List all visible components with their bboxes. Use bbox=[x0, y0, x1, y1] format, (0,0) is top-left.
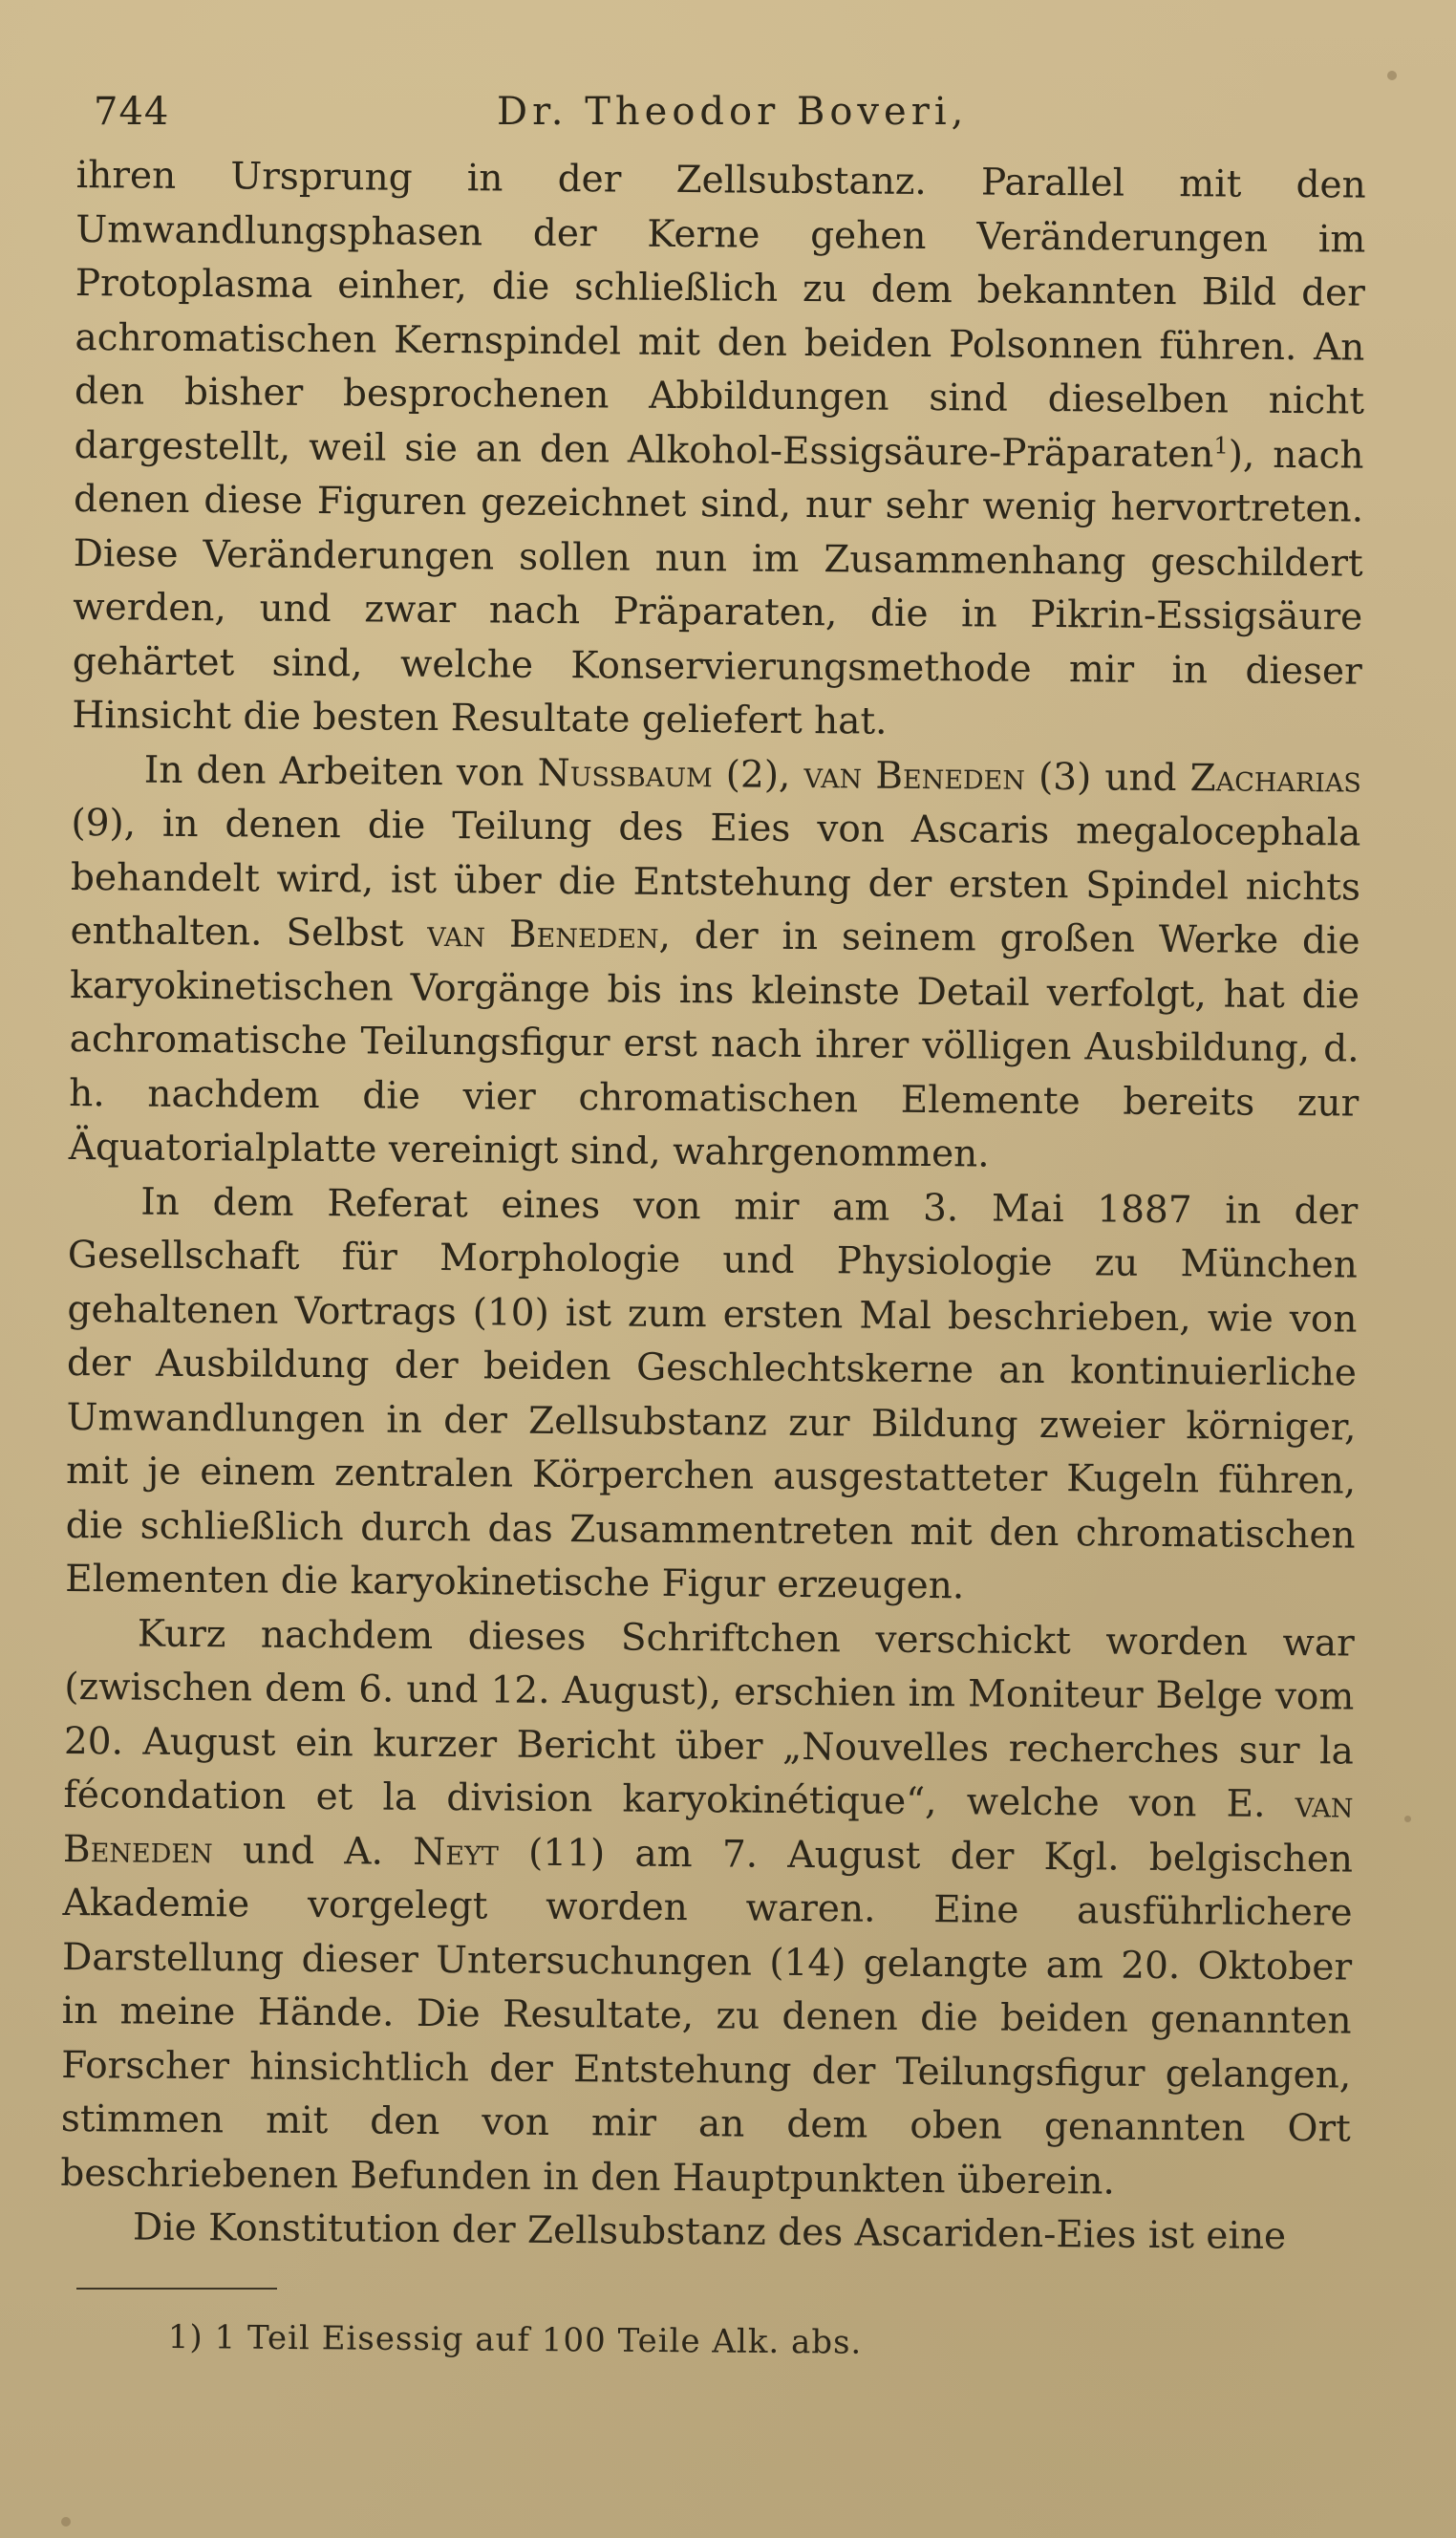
author-name: Zacharias bbox=[1189, 756, 1362, 802]
page-header bbox=[76, 82, 1366, 149]
footnote-rule bbox=[76, 2288, 277, 2290]
author-name: van Beneden bbox=[427, 912, 659, 957]
paragraph-3: In dem Referat eines von mir am 3. Mai 1887 in der Gesellschaft für Morphologie und Physiologie zu München gehaltenen Vortrags (10) ist zum ersten Mal beschrieben, wie von der Ausbildung der beiden Geschlechtskerne an kontinuierliche Umwandlungen in der Zellsubstanz zur Bildung zweier körniger, mit je einem zentralen Körperchen ausgestatteter Kugeln führen, die schließlich durch das Zusammentreten mit den chromatischen Elementen die karyokinetische Figur erzeugen. bbox=[65, 1180, 1359, 1608]
paper-speck bbox=[1387, 71, 1397, 80]
paragraph-1: ihren Ursprung in der Zellsubstanz. Parallel mit den Umwandlungsphasen der Kerne gehen Veränderungen im Protoplasma einher, die schließlich zu dem bekannten Bild der achromatischen Kernspindel mit den beiden Polsonnen führen. An den bisher besprochenen Abbildungen sind dieselben nicht dargestellt, weil sie an den Alkohol-Essigsäure-Präparaten$^1$), nach denen diese Figuren gezeichnet sind, nur sehr wenig hervortreten. Diese Veränderungen sollen nun im Zusammenhang geschildert werden, und zwar nach Präparaten, die in Pikrin-Essigsäure gehärtet sind, welche Konservierungsmethode mir in dieser Hinsicht die besten Resultate geliefert hat. bbox=[72, 153, 1366, 743]
book-page bbox=[60, 82, 1366, 2362]
paper-speck bbox=[1404, 1816, 1411, 1822]
body-text bbox=[60, 149, 1366, 2265]
paper-speck bbox=[61, 2517, 71, 2527]
paragraph-2: In den Arbeiten von Nussbaum (2), van Beneden (3) und Zacharias (9), in denen die Teilung des Eies von Ascaris megalocephala behandelt wird, ist über die Entstehung der ersten Spindel nichts enthalten. Selbst van Beneden, der in seinem großen Werke die karyokinetischen Vorgänge bis ins kleinste Detail verfolgt, hat die achromatische Teilungsfigur erst nach ihrer völligen Ausbildung, d. h. nachdem die vier chromatischen Elemente bereits zur Äquatorialplatte vereinigt sind, wahrgenommen. bbox=[68, 748, 1362, 1176]
page-number: 744 bbox=[94, 90, 170, 134]
author-name: van Beneden bbox=[803, 753, 1026, 799]
author-name: Neyt bbox=[413, 1830, 500, 1875]
footnote-ref: 1 bbox=[1213, 431, 1229, 459]
footnote: 1) 1 Teil Eisessig auf 100 Teile Alk. abs. bbox=[167, 2318, 863, 2362]
author-name: Nussbaum bbox=[537, 751, 713, 796]
paragraph-5: Die Konstitution der Zellsubstanz des Ascariden-Eies ist eine bbox=[132, 2205, 1287, 2259]
author-name: van Beneden bbox=[62, 1783, 1354, 1872]
running-head: Dr. Theodor Boveri, bbox=[497, 90, 969, 134]
paragraph-4: Kurz nachdem dieses Schriftchen verschickt worden war (zwischen dem 6. und 12. August), erschien im Moniteur Belge vom 20. August ein kurzer Bericht über „Nouvelles recherches sur la fécondation et la division karyokinétique“, welche von E. van Beneden und A. Neyt (11) am 7. August der Kgl. belgischen Akademie vorgelegt worden waren. Eine ausführlichere Darstellung dieser Untersuchungen (14) gelangte am 20. Oktober in meine Hände. Die Resultate, zu denen die beiden genannten Forscher hinsichtlich der Entstehung der Teilungsfigur gelangen, stimmen mit den von mir an dem oben genannten Ort beschriebenen Befunden in den Hauptpunkten überein. bbox=[60, 1612, 1355, 2204]
